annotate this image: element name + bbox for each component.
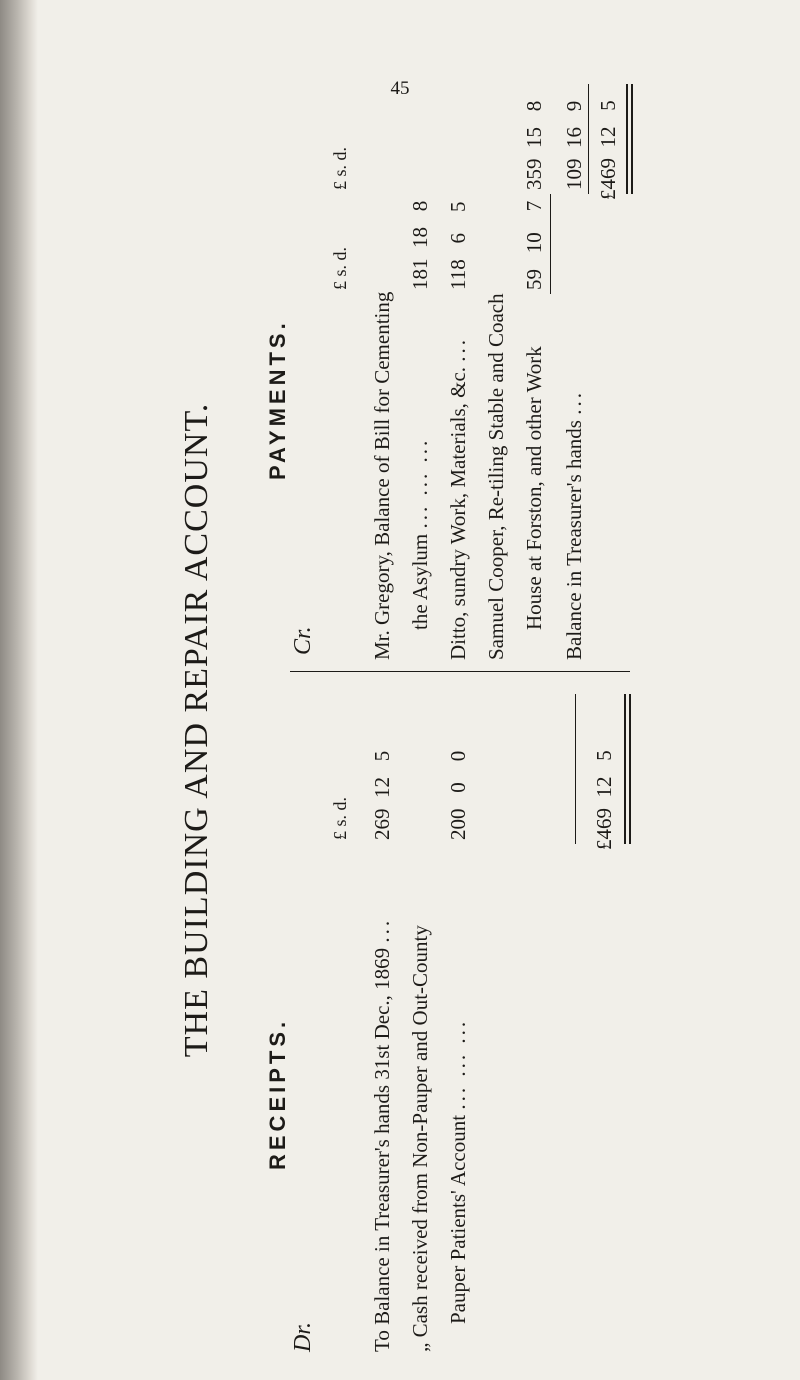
payments-subtotal-rule xyxy=(550,194,551,294)
receipt-line-2: „ Cash received from Non-Pauper and Out-County xyxy=(408,925,432,1352)
receipts-double-rule-a xyxy=(624,694,626,844)
receipt-line-3: Pauper Patients' Account ... ... ... xyxy=(446,1018,470,1324)
binding-edge xyxy=(0,0,38,1380)
payments-side-label: Cr. xyxy=(290,626,316,655)
payments-double-rule-a xyxy=(626,84,628,194)
payment-balance-amount: 109 16 9 xyxy=(562,100,586,190)
payment-amount-3: 118 6 5 xyxy=(446,201,470,290)
receipt-amount-1: 269 12 5 xyxy=(370,750,394,840)
payments-total-rule xyxy=(588,84,589,194)
receipts-total-rule xyxy=(575,694,576,844)
payments-double-rule-b xyxy=(631,84,633,194)
receipts-heading: RECEIPTS. xyxy=(265,1017,290,1170)
column-divider xyxy=(290,671,630,672)
payment-amount-5: 59 10 7 xyxy=(522,200,546,290)
page-number: 45 xyxy=(390,78,410,99)
receipts-side-label: Dr. xyxy=(290,1321,316,1352)
payment-amount-2: 181 18 8 xyxy=(408,200,432,290)
payments-total: £469 12 5 xyxy=(596,100,620,200)
payments-subtotal: 359 15 8 xyxy=(522,100,546,190)
payment-line-5: House at Forston, and other Work xyxy=(522,346,546,630)
receipt-line-1: To Balance in Treasurer's hands 31st Dec., 1869 ... xyxy=(370,917,394,1352)
page-title: THE BUILDING AND REPAIR ACCOUNT. xyxy=(178,402,215,1058)
payment-line-3: Ditto, sundry Work, Materials, &c. ... xyxy=(446,336,470,660)
payment-line-2: the Asylum ... ... ... xyxy=(408,437,432,630)
payments-column-header-2: £ s. d. xyxy=(330,146,350,190)
payment-balance-line: Balance in Treasurer's hands ... xyxy=(562,390,586,660)
receipts-total: £469 12 5 xyxy=(592,750,616,850)
payment-line-1: Mr. Gregory, Balance of Bill for Cementing xyxy=(370,291,394,660)
receipt-amount-3: 200 0 0 xyxy=(446,750,470,840)
payments-heading: PAYMENTS. xyxy=(265,319,290,480)
receipts-column-header: £ s. d. xyxy=(330,796,350,840)
payment-line-4: Samuel Cooper, Re-tiling Stable and Coach xyxy=(484,293,508,660)
payments-column-header-1: £ s. d. xyxy=(330,246,350,290)
receipts-double-rule-b xyxy=(629,694,631,844)
account-table xyxy=(40,80,760,1380)
